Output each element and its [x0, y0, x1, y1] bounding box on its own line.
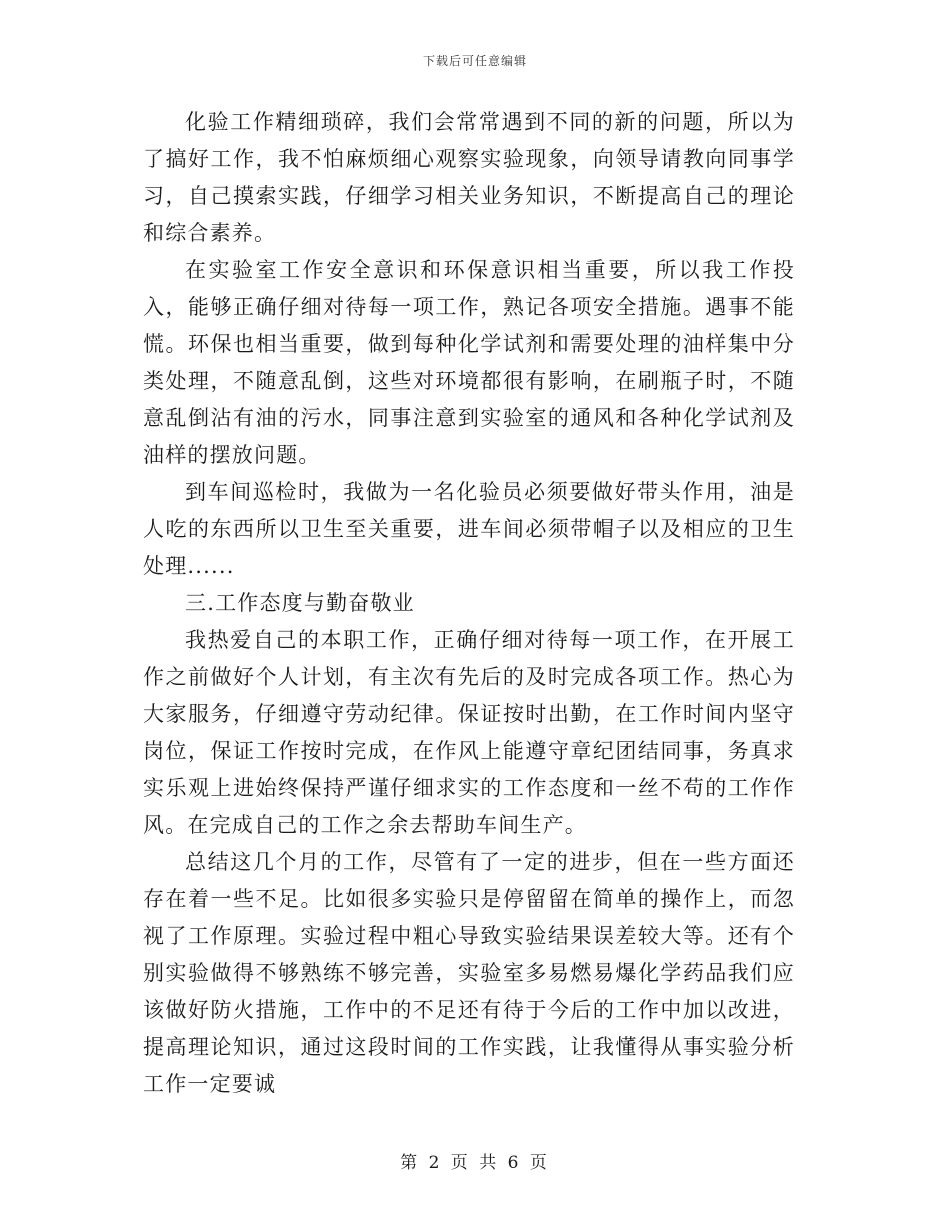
document-body	[143, 104, 795, 1103]
section-heading-attitude: 三.工作态度与勤奋敬业	[185, 591, 415, 615]
page-footer: 第 2 页 共 6 页	[400, 1153, 550, 1173]
paragraph-lab-work: 化验工作精细琐碎，我们会常常遇到不同的新的问题，所以为了搞好工作，我不怕麻烦细心观察实验现象，向领导请教向同事学习，自己摸索实践，仔细学习相关业务知识，不断提高自己的理论和综合素养。	[143, 110, 795, 245]
page-header: 下载后可任意编辑	[422, 54, 527, 68]
paragraph-summary: 总结这几个月的工作，尽管有了一定的进步，但在一些方面还存在着一些不足。比如很多实验只是停留留在简单的操作上，而忽视了工作原理。实验过程中粗心导致实验结果误差较大等。还有个别实验做得不够熟练不够完善，实验室多易燃易爆化学药品我们应该做好防火措施，工作中的不足还有待于今后的工作中加以改进，提高理论知识，通过这段时间的工作实践，让我懂得从事实验分析工作一定要诚	[143, 850, 795, 1096]
paragraph-inspection: 到车间巡检时，我做为一名化验员必须要做好带头作用，油是人吃的东西所以卫生至关重要，进车间必须带帽子以及相应的卫生处理......	[143, 480, 795, 578]
paragraph-attitude: 我热爱自己的本职工作，正确仔细对待每一项工作，在开展工作之前做好个人计划，有主次有先后的及时完成各项工作。热心为大家服务，仔细遵守劳动纪律。保证按时出勤，在工作时间内坚守岗位，保证工作按时完成，在作风上能遵守章纪团结同事，务真求实乐观上进始终保持严谨仔细求实的工作态度和一丝不苟的工作作风。在完成自己的工作之余去帮助车间生产。	[143, 628, 795, 837]
paragraph-safety: 在实验室工作安全意识和环保意识相当重要，所以我工作投入，能够正确仔细对待每一项工作，熟记各项安全措施。遇事不能慌。环保也相当重要，做到每种化学试剂和需要处理的油样集中分类处理，不随意乱倒，这些对环境都很有影响，在刷瓶子时，不随意乱倒沾有油的污水，同事注意到实验室的通风和各种化学试剂及油样的摆放问题。	[143, 258, 795, 467]
